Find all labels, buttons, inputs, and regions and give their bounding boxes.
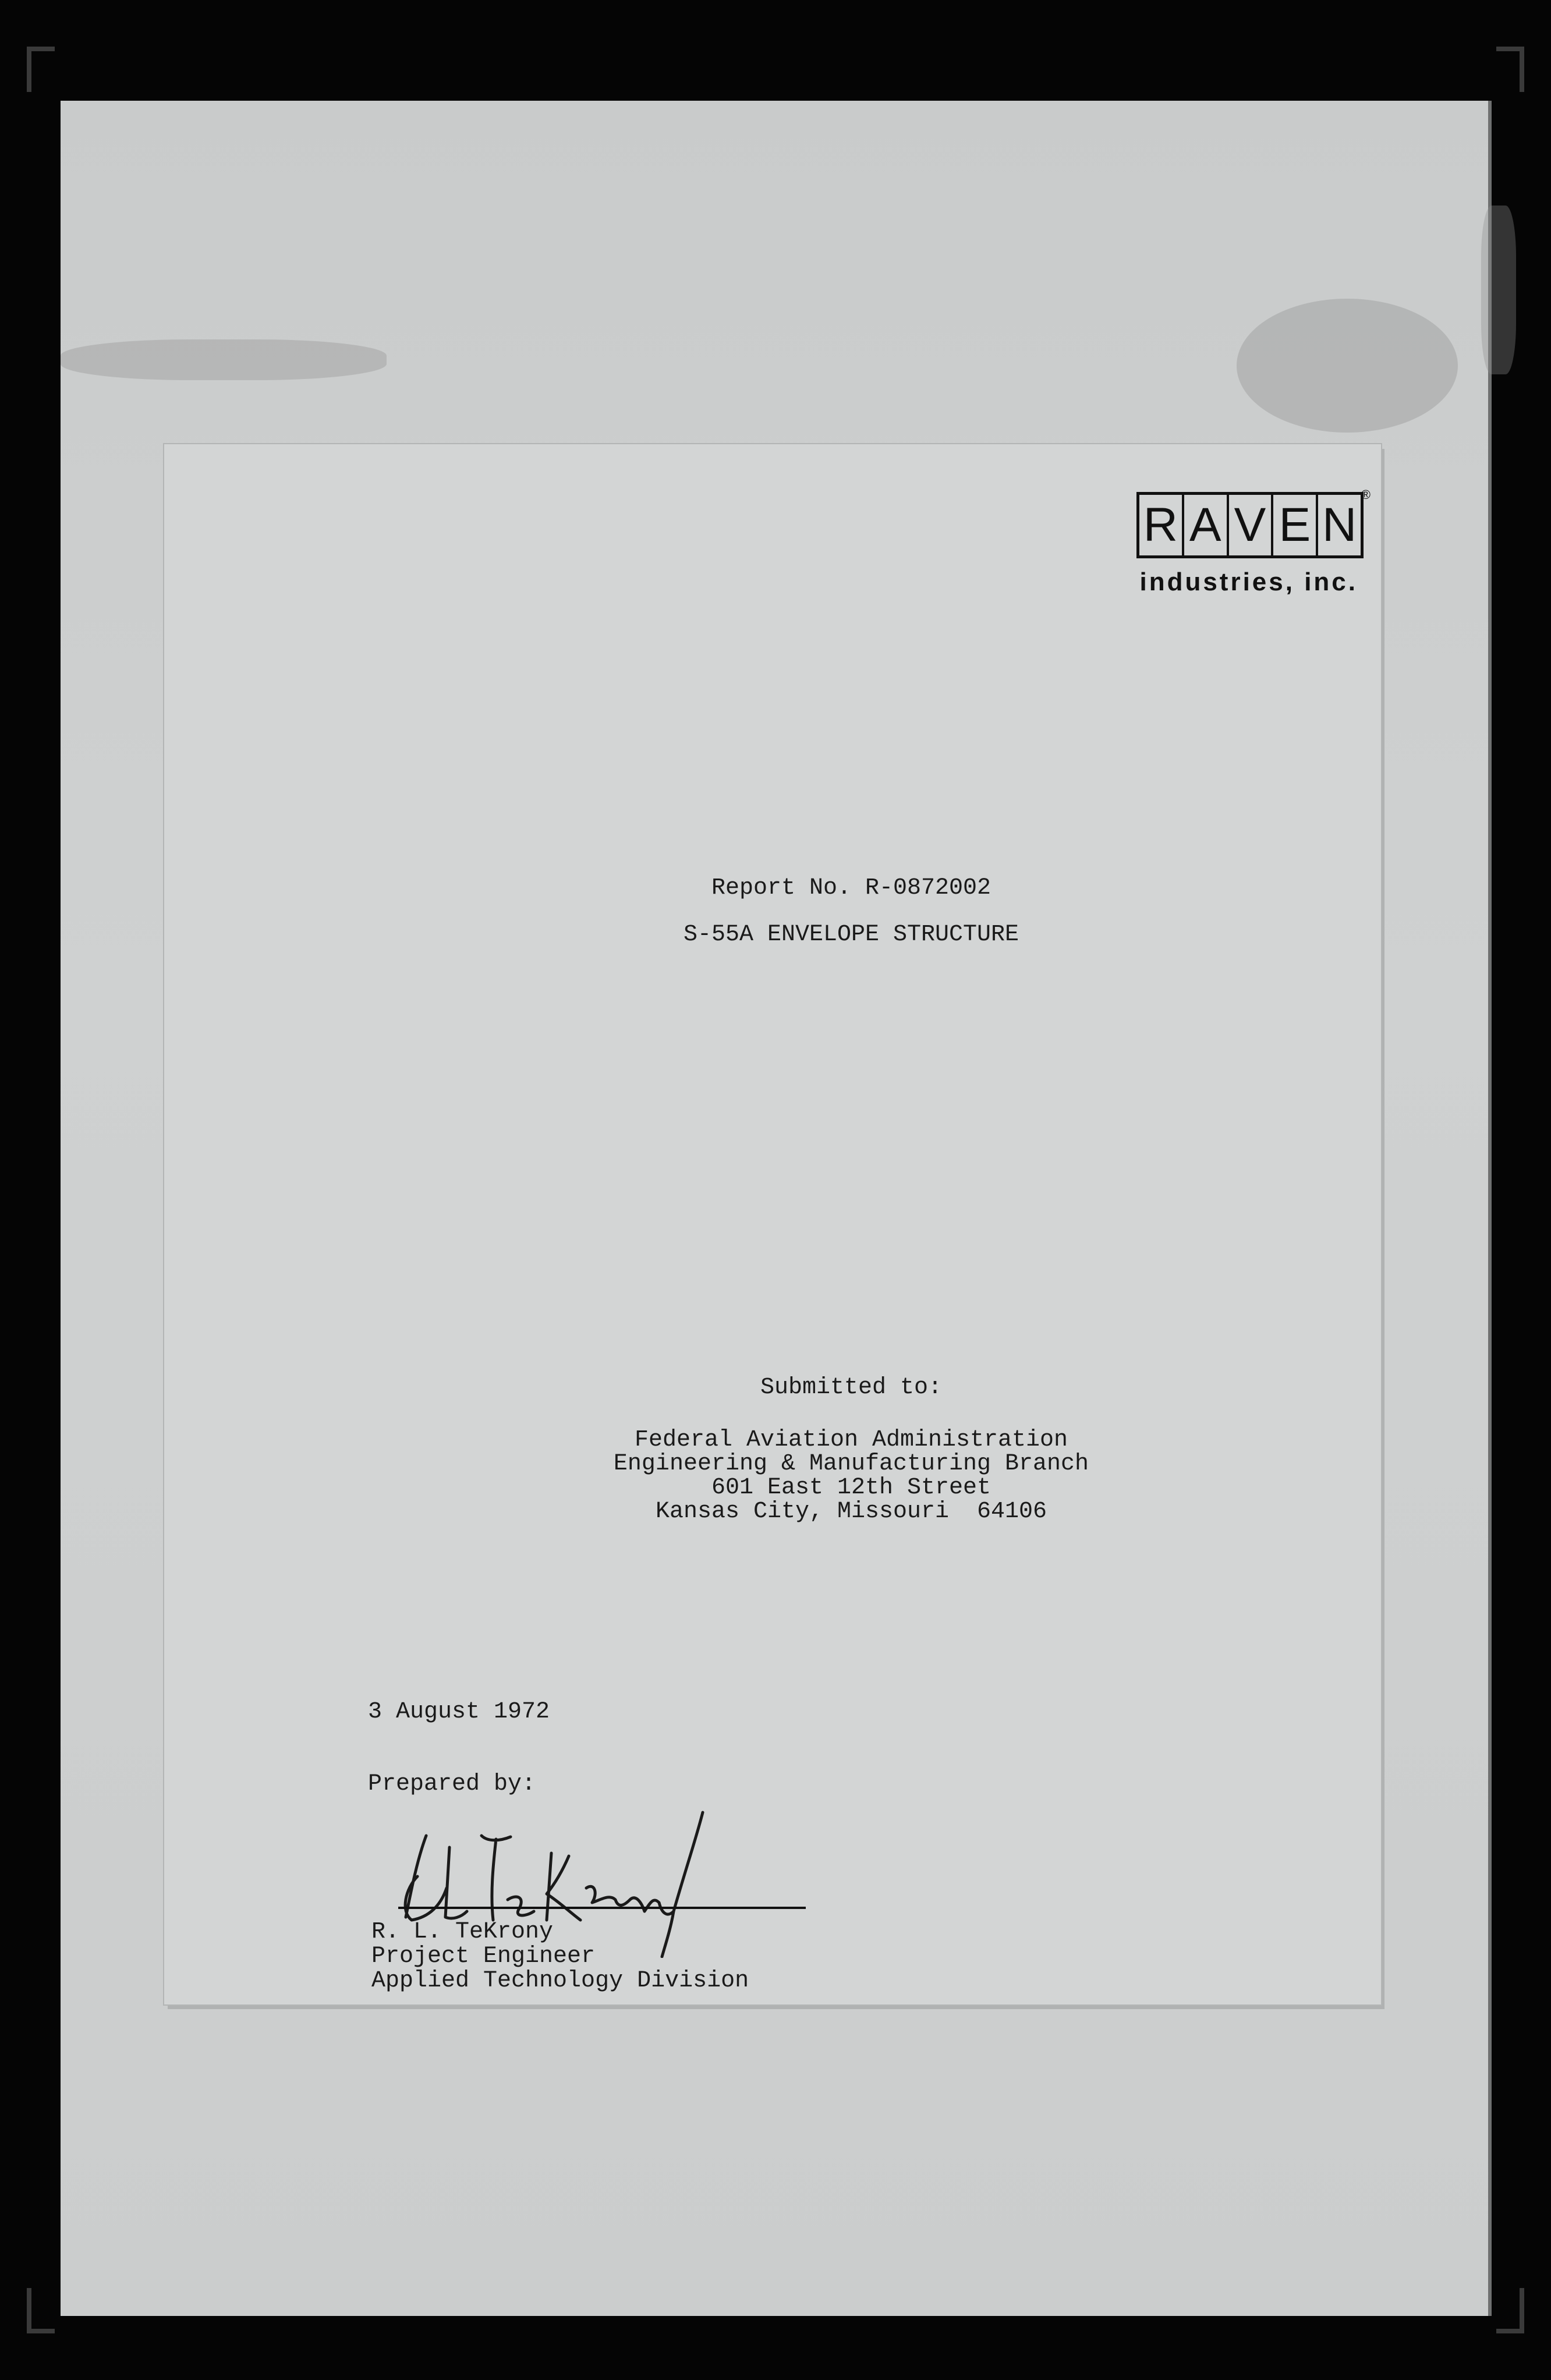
logo-letter: V xyxy=(1229,495,1274,555)
logo-letter: E xyxy=(1273,495,1318,555)
signatory-division: Applied Technology Division xyxy=(371,1968,749,1994)
report-date: 3 August 1972 xyxy=(368,1699,550,1725)
address-block xyxy=(572,1428,1131,1524)
signatory-name: R. L. TeKrony xyxy=(371,1919,554,1945)
stain xyxy=(61,339,387,380)
registration-mark-bottom-right xyxy=(1496,2288,1524,2333)
signature-line xyxy=(398,1907,806,1909)
raven-logo xyxy=(1113,487,1371,597)
report-title: S-55A ENVELOPE STRUCTURE xyxy=(683,922,1019,948)
report-number: Report No. R-0872002 xyxy=(711,875,991,901)
registration-mark-top-right xyxy=(1496,47,1524,92)
logo-letter: A xyxy=(1184,495,1229,555)
submitted-label: Submitted to: xyxy=(760,1375,943,1401)
prepared-by-label: Prepared by: xyxy=(368,1771,536,1797)
logo-letter: N xyxy=(1322,498,1357,551)
stain xyxy=(1481,206,1516,374)
backing-sheet xyxy=(61,101,1492,2316)
address-line: 601 East 12th Street xyxy=(711,1475,991,1501)
stain xyxy=(1237,299,1458,433)
report-cover-page xyxy=(164,444,1381,2004)
logo-subtitle: industries, inc. xyxy=(1139,568,1358,596)
address-line: Kansas City, Missouri 64106 xyxy=(655,1499,1047,1525)
registration-mark-bottom-left xyxy=(27,2288,55,2333)
registration-mark-top-left xyxy=(27,47,55,92)
address-line: Federal Aviation Administration xyxy=(634,1427,1068,1453)
signatory-role: Project Engineer xyxy=(371,1943,596,1970)
logo-letter: R xyxy=(1139,495,1184,555)
registered-mark: ® xyxy=(1361,487,1371,502)
address-line: Engineering & Manufacturing Branch xyxy=(613,1451,1089,1477)
